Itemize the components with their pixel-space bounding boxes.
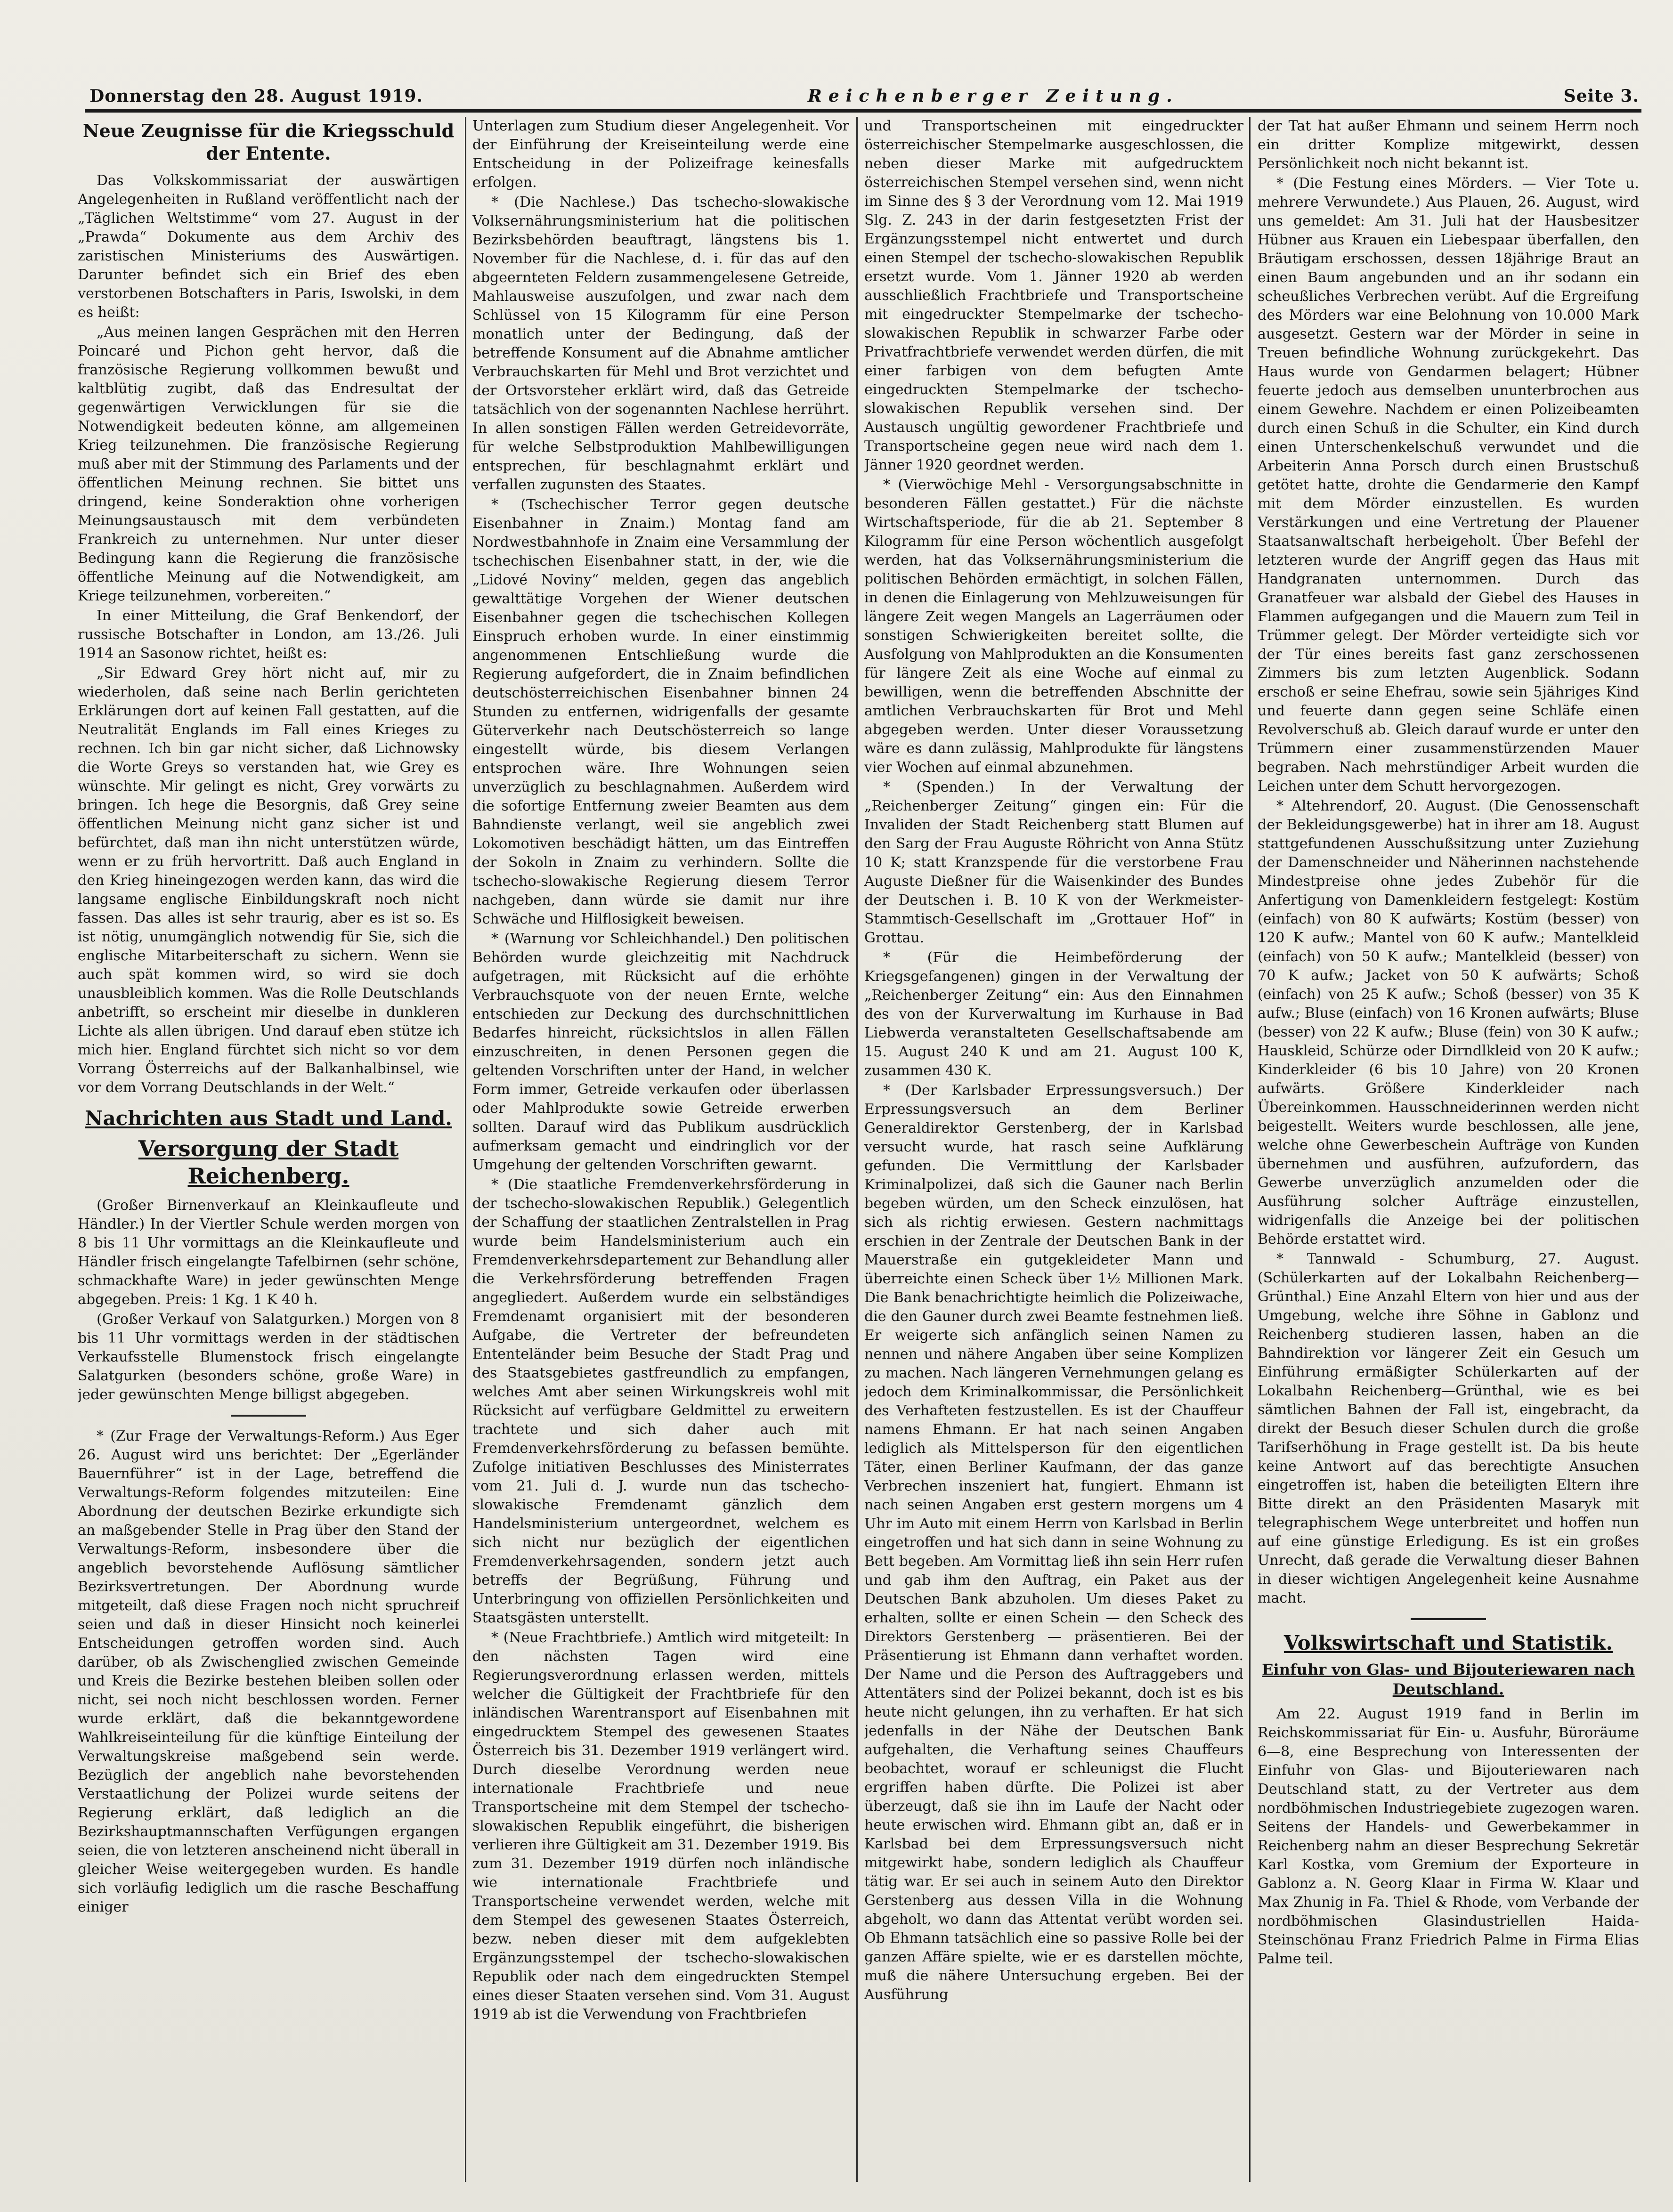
section-headline: Nachrichten aus Stadt und Land. bbox=[85, 1107, 452, 1130]
article-divider bbox=[1411, 1618, 1486, 1620]
article-paragraph: In einer Mitteilung, die Graf Benkendorf, der russische Botschafter in London, am 13./26. Juli 1914 an Sasonow richtet, heißt es: bbox=[78, 608, 459, 662]
article-paragraph: * Altehrendorf, 20. August. (Die Genossenschaft der Bekleidungsgewerbe) hat in ihrer am 18. August stattgefundenen Ausschußsitzung unter Zuziehung der Damenschneider und Näherinnen nachstehende Mindestpreise ohne jedes Zubehör für die Anfertigung von Damenkleidern festgelegt: Kostüm (einfach) von 80 K aufwärts; Kostüm (besser) von 120 K aufw.; Mantel von 60 K aufw.; Mantelkleid (einfach) von 50 K aufw.; Mantelkleid (besser) von 70 K aufw.; Jacket von 50 K aufwärts; Schoß (einfach) von 25 K aufw.; Schoß (besser) von 35 K aufw.; Bluse (einfach) von 16 Kronen aufwärts; Bluse (besser) von 22 K aufw.; Bluse (fein) von 30 K aufw.; Hauskleid, Schürze oder Dirndlkleid von 20 K aufw.; Kinderkleider (6 bis 10 Jahre) von 20 Kronen aufwärts. Größere Kinderkleider nach Übereinkommen. Hausschneiderinnen werden nicht beigestellt. Weiters wurde beschlossen, alle jene, welche ohne Gewerbeschein Aufträge von Kunden übernehmen und ausführen, aufzufordern, das Gewerbe unverzüglich anzumelden oder die Ausführung solcher Aufträge einzustellen, widrigenfalls die Anzeige bei der politischen Behörde erstattet wird. bbox=[1258, 798, 1639, 1248]
article-paragraph: * (Für die Heimbeförderung der Kriegsgefangenen) gingen in der Verwaltung der „Reichenberger Zeitung“ ein: Aus den Einnahmen des von der Kurverwaltung im Kurhause in Bad Liebwerda veranstalteten Gesellschaftsabende am 15. August 240 K und am 21. August 100 K, zusammen 430 K. bbox=[864, 949, 1243, 1079]
masthead-date: Donnerstag den 28. August 1919. bbox=[89, 86, 423, 106]
section-headline: Volkswirtschaft und Statistik. bbox=[1283, 1631, 1613, 1654]
article-paragraph: Das Volkskommissariat der auswärtigen Angelegenheiten in Rußland veröffentlicht nach der „Täglichen Weltstimme“ vom 27. August in der „Prawda“ Dokumente aus dem Archiv des zaristischen Ministeriums des Auswärtigen. Darunter befindet sich ein Brief des eben verstorbenen Botschafters in Paris, Iswolski, in dem es heißt: bbox=[78, 172, 459, 321]
article-paragraph: und Transportscheinen mit eingedruckter österreichischer Stempelmarke ausgeschlossen, die neben dieser Marke mit aufgedrucktem österreichischen Stempel versehen sind, wenn nicht im Sinne des § 3 der Verordnung vom 12. Mai 1919 Slg. Z. 243 in der darin festgesetzten Frist der Ergänzungsstempel nicht entwertet und durch einen Stempel der tschecho-slowakischen Republik ersetzt wurde. Vom 1. Jänner 1920 ab werden ausschließlich Frachtbriefe und Transportscheine mit eingedruckter Stempelmarke der tschecho-slowakischen Republik in schwarzer Farbe oder Privatfrachtbriefe verwendet werden dürfen, die mit einer farbigen von dem befugten Amte eingedruckten Stempelmarke der tschecho-slowakischen Republik versehen sind. Der Austausch ungültig gewordener Frachtbriefe und Transportscheine gegen neue wird nach dem 1. Jänner 1920 geordnet werden. bbox=[864, 118, 1243, 473]
article-paragraph: * (Die Nachlese.) Das tschecho-slowakische Volksernährungsministerium hat die politischen Bezirksbehörden beauftragt, längstens bis 1. November für die Nachlese, d. i. für das auf den abgeernteten Feldern zusammengelesene Getreide, Mahlausweise auszufolgen, und zwar nach dem Schlüssel von 15 Kilogramm für eine Person monatlich unter der Bedingung, daß der betreffende Konsument auf die Abnahme amtlicher Verbrauchskarten für Mehl und Brot verzichtet und der Ortsvorsteher erklärt wird, daß das Getreide tatsächlich von der sogenannten Nachlese herrührt. In allen sonstigen Fällen werden Getreidevorräte, für welche Selbstproduktion Mahlbewilligungen entsprechen, für beschlagnahmt erklärt und verfallen zugunsten des Staates. bbox=[472, 194, 849, 493]
article-paragraph: * (Spenden.) In der Verwaltung der „Reichenberger Zeitung“ gingen ein: Für die Invaliden der Stadt Reichenberg statt Blumen auf den Sarg der Frau Auguste Röhricht von Anna Stütz 10 K; statt Kranzspende für die verstorbene Frau Auguste Dießner für die Waisenkinder des Bundes der Deutschen i. B. 10 K von der Werkmeister-Stammtisch-Gesellschaft im „Grottauer Hof“ in Grottau. bbox=[864, 779, 1243, 946]
column-rule bbox=[1249, 117, 1251, 2182]
article-paragraph: (Großer Birnenverkauf an Kleinkaufleute und Händler.) In der Viertler Schule werden morgen von 8 bis 11 Uhr vormittags an die Kleinkaufleute und Händler frisch eingelangte Tafelbirnen (sehr schöne, schmackhafte Ware) in jeder gewünschten Menge abgegeben. Preis: 1 Kg. 1 K 40 h. bbox=[78, 1197, 459, 1308]
article-paragraph: * (Neue Frachtbriefe.) Amtlich wird mitgeteilt: In den nächsten Tagen wird eine Regierungsverordnung erlassen werden, mittels welcher die Gültigkeit der Frachtbriefe für den inländischen Warentransport auf Eisenbahnen mit eingedrucktem Stempel des gewesenen Staates Österreich bis 31. Dezember 1919 verlängert wird. Durch dieselbe Verordnung werden neue internationale Frachtbriefe und neue Transportscheine mit dem Stempel der tschecho-slowakischen Republik eingeführt, die bisherigen verlieren ihre Gültigkeit am 31. Dezember 1919. Bis zum 31. Dezember 1919 dürfen noch inländische wie internationale Frachtbriefe und Transportscheine verwendet werden, welche mit dem Stempel des gewesenen Staates Österreich, bezw. neben dieser mit dem aufgeklebten Ergänzungsstempel der tschecho-slowakischen Republik oder nach dem eingedruckten Stempel eines dieser Staaten versehen sind. Vom 31. August 1919 ab ist die Verwendung von Frachtbriefen bbox=[472, 1629, 849, 2023]
article-paragraph: „Aus meinen langen Gesprächen mit den Herren Poincaré und Pichon geht hervor, daß die französische Regierung vollkommen bewußt und kaltblütig zugibt, daß das Endresultat der gegenwärtigen Verwicklungen für sie die Notwendigkeit bedeuten könne, am allgemeinen Krieg teilzunehmen. Die französische Regierung muß aber mit der Stimmung des Parlaments und der öffentlichen Meinung rechnen. Sie bittet uns dringend, keine Sonderaktion ohne vorherigen Meinungsaustausch mit dem verbündeten Frankreich zu unternehmen. Nur unter dieser Bedingung kann die Regierung die französische öffentliche Meinung auf die Notwendigkeit, am Kriege teilzunehmen, vorbereiten.“ bbox=[78, 324, 459, 604]
article-paragraph: der Tat hat außer Ehmann und seinem Herrn noch ein dritter Komplize mitgewirkt, dessen Persönlichkeit noch nicht bekannt ist. bbox=[1258, 118, 1639, 172]
masthead-page-number: Seite 3. bbox=[1563, 86, 1639, 106]
article-paragraph: * (Der Karlsbader Erpressungsversuch.) Der Erpressungsversuch an dem Berliner Generaldirektor Gerstenberg, der in Karlsbad versucht wurde, hat rasch seine Aufklärung gefunden. Die Vermittlung der Karlsbader Kriminalpolizei, daß sich die Gauner nach Berlin begeben würden, um den Scheck einzulösen, hat sich als richtig erwiesen. Gestern nachmittags erschien in der Zentrale der Deutschen Bank in der Mauerstraße ein gutgekleideter Mann und überreichte einen Scheck über 1½ Millionen Mark. Die Bank benachrichtigte heimlich die Polizeiwache, die den Gauner durch zwei Beamte festnehmen ließ. Er weigerte sich anfänglich seinen Namen zu nennen und nähere Angaben über seine Komplizen zu machen. Nach längeren Vernehmungen gelang es jedoch dem Kriminalkommissar, die Persönlichkeit des Verhafteten festzustellen. Es ist der Chauffeur namens Ehmann. Er hat nach seinen Angaben lediglich als Mittelsperson für den eigentlichen Täter, einen Berliner Kaufmann, der das ganze Verbrechen inszeniert hat, fungiert. Ehmann ist nach seinen Angaben erst gestern morgens um 4 Uhr im Auto mit einem Herrn von Karlsbad in Berlin eingetroffen und hat sich dann in seine Wohnung zu Bett begeben. Am Vormittag ließ ihn sein Herr rufen und gab ihm den Auftrag, ein Paket aus der Deutschen Bank abzuholen. Um dieses Paket zu erhalten, sollte er einen Schein — den Scheck des Direktors Gerstenberg — präsentieren. Bei der Präsentierung ist Ehmann dann verhaftet worden. Der Name und die Person des Auftraggebers und Attentäters sind der Polizei bekannt, doch ist es bis heute nicht gelungen, ihn zu verhaften. Er hat sich jedenfalls in der Nähe der Deutschen Bank aufgehalten, die Verhaftung seines Chauffeurs beobachtet, worauf er schleunigst die Flucht ergriffen haben dürfte. Die Polizei ist aber überzeugt, daß sie ihn im Laufe der Nacht oder heute erwischen wird. Ehmann gibt an, daß er in Karlsbad bei dem Erpressungsversuch nicht mitgewirkt habe, sondern lediglich als Chauffeur tätig war. Er sei auch in seinem Auto den Direktor Gerstenberg aus dessen Villa in die Wohnung abgeholt, wo dann das Attentat verübt worden sei. Ob Ehmann tatsächlich eine so passive Rolle bei der ganzen Affäre spielte, wie er es darstellen möchte, muß die nähere Untersuchung ergeben. Bei der Ausführung bbox=[864, 1082, 1243, 2003]
column-rule bbox=[465, 117, 466, 2182]
article-paragraph: (Großer Verkauf von Salatgurken.) Morgen von 8 bis 11 Uhr vormittags werden in der städtischen Verkaufsstelle Blumenstock frisch eingelangte Salatgurken (besonders schöne, große Ware) in jeder gewünschten Menge billigst abgegeben. bbox=[78, 1311, 459, 1403]
article-paragraph: * (Vierwöchige Mehl - Versorgungsabschnitte in besonderen Fällen gestattet.) Für die nächste Wirtschaftsperiode, für die ab 21. September 8 Kilogramm für eine Person wöchentlich ausgefolgt werden, hat das Volksernährungsministerium die politischen Behörden ermächtigt, in solchen Fällen, in denen die Einlagerung von Mehlzuweisungen für längere Zeit wegen Mangels an Lagerräumen oder sonstigen Schwierigkeiten bereitet sollte, die Ausfolgung von Mahlprodukten an die Konsumenten für längere Zeit als eine Woche auf einmal zu bewilligen, wenn die betreffenden Abschnitte der amtlichen Verbrauchskarten für Brot und Mehl abgegeben werden. Unter dieser Voraussetzung wäre es dann zulässig, Mahlprodukte für längstens vier Wochen auf einmal abzunehmen. bbox=[864, 477, 1243, 776]
masthead bbox=[89, 78, 1639, 106]
column-3 bbox=[864, 117, 1243, 2182]
article-headline: Neue Zeugnisse für die Kriegsschuld der Entente. bbox=[82, 120, 455, 164]
article-paragraph: * (Tschechischer Terror gegen deutsche Eisenbahner in Znaim.) Montag fand am Nordwestbahnhofe in Znaim eine Versammlung der tschechischen Eisenbahner statt, in der, wie die „Lidové Noviny“ melden, gegen das angeblich gewalttätige Vorgehen der Wiener deutschen Eisenbahner gegen die tschechischen Kollegen Einspruch erhoben wurde. In einer einstimmig angenommenen Entschließung wurde die Regierung aufgefordert, die in Znaim befindlichen deutschösterreichischen Eisenbahner binnen 24 Stunden zu entfernen, widrigenfalls der gesamte Güterverkehr nach Deutschösterreich so lange eingestellt würde, bis diesem Verlangen entsprochen wäre. Ihre Wohnungen seien unverzüglich zu beschlagnahmen. Außerdem wird die sofortige Entfernung zweier Beamten aus dem Bahndienste verlangt, weil sie angeblich zwei Lokomotiven beschädigt hätten, um das Eintreffen der Sokoln in Znaim zu verhindern. Sollte die tschecho-slowakische Regierung diesem Terror nachgeben, dann würde sie damit nur ihre Schwäche und Hilflosigkeit beweisen. bbox=[472, 496, 849, 927]
article-headline: Einfuhr von Glas- und Bijouteriewaren nach Deutschland. bbox=[1262, 1661, 1635, 1698]
article-paragraph: * (Die Festung eines Mörders. — Vier Tote u. mehrere Verwundete.) Aus Plauen, 26. August, wird uns gemeldet: Am 31. Juli hat der Hausbesitzer Hübner aus Krauen ein Liebespaar überfallen, den Bräutigam erschossen, dessen 18jährige Braut an einen Baum angebunden und an ihr sodann ein scheußliches Verbrechen verübt. Auf die Ergreifung des Mörders war eine Belohnung von 10.000 Mark ausgesetzt. Gestern war der Mörder in seine in Treuen befindliche Wohnung zurückgekehrt. Das Haus wurde von Gendarmen belagert; Hübner feuerte jedoch aus demselben ununterbrochen aus einem Gewehre. Nachdem er einen Polizeibeamten durch einen Schuß in die Schulter, ein Kind durch einen Unterschenkelschuß verwundet und die Arbeiterin Anna Porsch durch einen Brustschuß getötet hatte, drohte die Gendarmerie den Kampf mit dem Mörder einzustellen. Es wurden Verstärkungen und eine Vertretung der Plauener Staatsanwaltschaft herbeigeholt. Über Befehl der letzteren wurde der Angriff gegen das Haus mit Handgranaten unternommen. Durch das Granatfeuer war alsbald der Giebel des Hauses in Flammen aufgegangen und die Mauern zum Teil in Trümmer gelegt. Der Mörder verteidigte sich vor der Tür eines bereits fast ganz zerschossenen Zimmers bis zum letzten Augenblick. Sodann erschoß er seine Ehefrau, sowie sein 5jähriges Kind und feuerte dann gegen seine Schläfe einen Revolverschuß ab. Gleich darauf wurde er unter den Trümmern einer zusammenstürzenden Mauer begraben. Nach mehrstündiger Arbeit wurden die Leichen unter dem Schutt hervorgezogen. bbox=[1258, 175, 1639, 794]
masthead-title: Reichenberger Zeitung. bbox=[807, 86, 1179, 106]
article-divider bbox=[231, 1415, 306, 1417]
article-paragraph: * Tannwald - Schumburg, 27. August. (Schülerkarten auf der Lokalbahn Reichenberg—Grünthal.) Eine Anzahl Eltern von hier und aus der Umgebung, welche ihre Söhne in Gablonz und Reichenberg studieren lassen, haben an die Bahndirektion vor längerer Zeit ein Gesuch um Einführung ermäßigter Schülerkarten auf der Lokalbahn Reichenberg—Grünthal, wie es bei sämtlichen Bahnen der Fall ist, eingebracht, da direkt der Besuch dieser Schulen durch die große Tarifserhöhung in Frage gestellt ist. Da bis heute keine Antwort auf das berechtigte Ansuchen eingetroffen ist, haben die beteiligten Eltern ihre Bitte direkt an den Präsidenten Masaryk mit telegraphischem Wege unterbreitet und hoffen nun auf eine günstige Erledigung. Es ist ein großes Unrecht, daß gerade die Verwaltung dieser Bahnen in dieser wichtigen Angelegenheit keine Ausnahme macht. bbox=[1258, 1251, 1639, 1606]
article-headline: Versorgung der Stadt Reichenberg. bbox=[138, 1136, 399, 1189]
masthead-rule bbox=[85, 109, 1641, 113]
article-paragraph: Unterlagen zum Studium dieser Angelegenheit. Vor der Einführung der Kreiseinteilung werde eine Entscheidung in der Polizeifrage keinesfalls erfolgen. bbox=[472, 118, 849, 191]
article-paragraph: „Sir Edward Grey hört nicht auf, mir zu wiederholen, daß seine nach Berlin gerichteten Erklärungen dort auf keinen Fall gestatten, auf die Neutralität Englands im Fall eines Krieges zu rechnen. Ich bin gar nicht sicher, daß Lichnowsky die Worte Greys so verstanden hat, wie Grey es wünschte. Mir gelingt es nicht, Grey vorwärts zu bringen. Ich hege die Besorgnis, daß Grey seine öffentlichen Meinung nicht ganz sicher ist und befürchtet, daß man ihn nicht unterstützen würde, wenn er zu früh hervortritt. Daß auch England in den Krieg hineingezogen werden kann, das wird die langsame englische Einbildungskraft noch nicht fassen. Das alles ist sehr traurig, aber es ist so. Es ist nötig, unumgänglich notwendig für Sie, sich die englische Mitarbeiterschaft zu sichern. Wenn sie auch spät kommen wird, so wird sie doch unausbleiblich kommen. Was die Rolle Deutschlands anbetrifft, so erscheint mir dieselbe in dunkleren Lichte als allen übrigen. Und darauf eben stütze ich mich hier. England fürchtet sich nicht so vor dem Vorrang Österreichs auf der Balkanhalbinsel, wie vor dem Vorrang Deutschlands in der Welt.“ bbox=[78, 665, 459, 1096]
column-rule bbox=[856, 117, 858, 2182]
article-paragraph: Am 22. August 1919 fand in Berlin im Reichskommissariat für Ein- u. Ausfuhr, Büroräume 6—8, eine Besprechung von Interessenten der Einfuhr von Glas- und Bijouteriewaren nach Deutschland statt, zu der Vertreter aus dem nordböhmischen Industriegebiete zugezogen waren. Seitens der Handels- und Gewerbekammer in Reichenberg nahm an dieser Besprechung Sekretär Karl Kostka, vom Gremium der Exporteure in Gablonz a. N. Georg Klaar in Firma W. Klaar und Max Zhunig in Fa. Thiel & Rhode, vom Verbande der nordböhmischen Glasindustriellen Haida-Steinschönau Franz Friedrich Palme in Firma Elias Palme teil. bbox=[1258, 1706, 1639, 1967]
article-paragraph: * (Zur Frage der Verwaltungs-Reform.) Aus Eger 26. August wird uns berichtet: Der „Egerländer Bauernführer“ ist in der Lage, betreffend die Verwaltungs-Reform folgendes mitzuteilen: Eine Abordnung der deutschen Bezirke erkundigte sich an maßgebender Stelle in Prag über den Stand der Verwaltungs-Reform, insbesondere über die angeblich bevorstehende Auflösung sämtlicher Bezirksvertretungen. Der Abordnung wurde mitgeteilt, daß diese Fragen noch nicht spruchreif seien und daß in dieser Hinsicht noch keinerlei Entscheidungen getroffen worden sind. Auch darüber, ob als Zwischenglied zwischen Gemeinde und Kreis die Bezirke bestehen bleiben sollen oder nicht, sei noch nicht beschlossen worden. Ferner wurde erklärt, daß die bekanntgewordene Wahlkreiseinteilung für die künftige Einteilung der Verwaltungskreise maßgebend sein werde. Bezüglich der angeblich nahe bevorstehenden Verstaatlichung der Polizei wurde seitens der Regierung erklärt, daß lediglich an die Bezirkshauptmannschaften Verfügungen ergangen seien, die von letzteren anscheinend nicht überall in gleicher Weise weitergegeben wurden. Es handle sich vorläufig lediglich um die rasche Beschaffung einiger bbox=[78, 1428, 459, 1915]
article-paragraph: * (Die staatliche Fremdenverkehrsförderung in der tschecho-slowakischen Republik.) Gelegentlich der Schaffung der staatlichen Zentralstellen in Prag wurde beim Handelsministerium auch ein Fremdenverkehrsdepartement zur Behandlung aller die Verkehrsförderung betreffenden Fragen angegliedert. Außerdem wurde ein selbständiges Fremdenamt organisiert mit der besonderen Aufgabe, die Vertreter der befreundeten Ententeländer beim Besuche der Stadt Prag und des Staatsgebietes gastfreundlich zu empfangen, welches Amt aber seinen Wirkungskreis wohl mit Rücksicht auf verfügbare Geldmittel zu erweitern trachtete und sich daher auch mit Fremdenverkehrsförderung zu befassen bemühte. Zufolge initiativen Beschlusses des Ministerrates vom 21. Juli d. J. wurde nun das tschecho-slowakische Fremdenamt gänzlich dem Handelsministerium untergeordnet, welchem es sich nicht nur bezüglich der eigentlichen Fremdenverkehrsagenden, sondern jetzt auch betreffs der Begrüßung, Führung und Unterbringung von offiziellen Persönlichkeiten und Staatsgästen unterstellt. bbox=[472, 1176, 849, 1626]
column-1 bbox=[78, 117, 459, 2182]
article-paragraph: * (Warnung vor Schleichhandel.) Den politischen Behörden wurde gleichzeitig mit Nachdruck aufgetragen, mit Rücksicht auf die erhöhte Verbrauchsquote von der neuen Ernte, welche entschieden zur Deckung des durchschnittlichen Bedarfes hinreicht, rücksichtslos in allen Fällen einzuschreiten, in denen Personen gegen die geltenden Vorschriften unter der Hand, in welcher Form immer, Getreide verkaufen oder überlassen oder Mahlprodukte sowie Getreide erwerben sollten. Darauf wird das Publikum ausdrücklich aufmerksam gemacht und eindringlich vor der Umgehung der geltenden Vorschriften gewarnt. bbox=[472, 931, 849, 1173]
column-4 bbox=[1258, 117, 1639, 2182]
column-2 bbox=[472, 117, 849, 2182]
